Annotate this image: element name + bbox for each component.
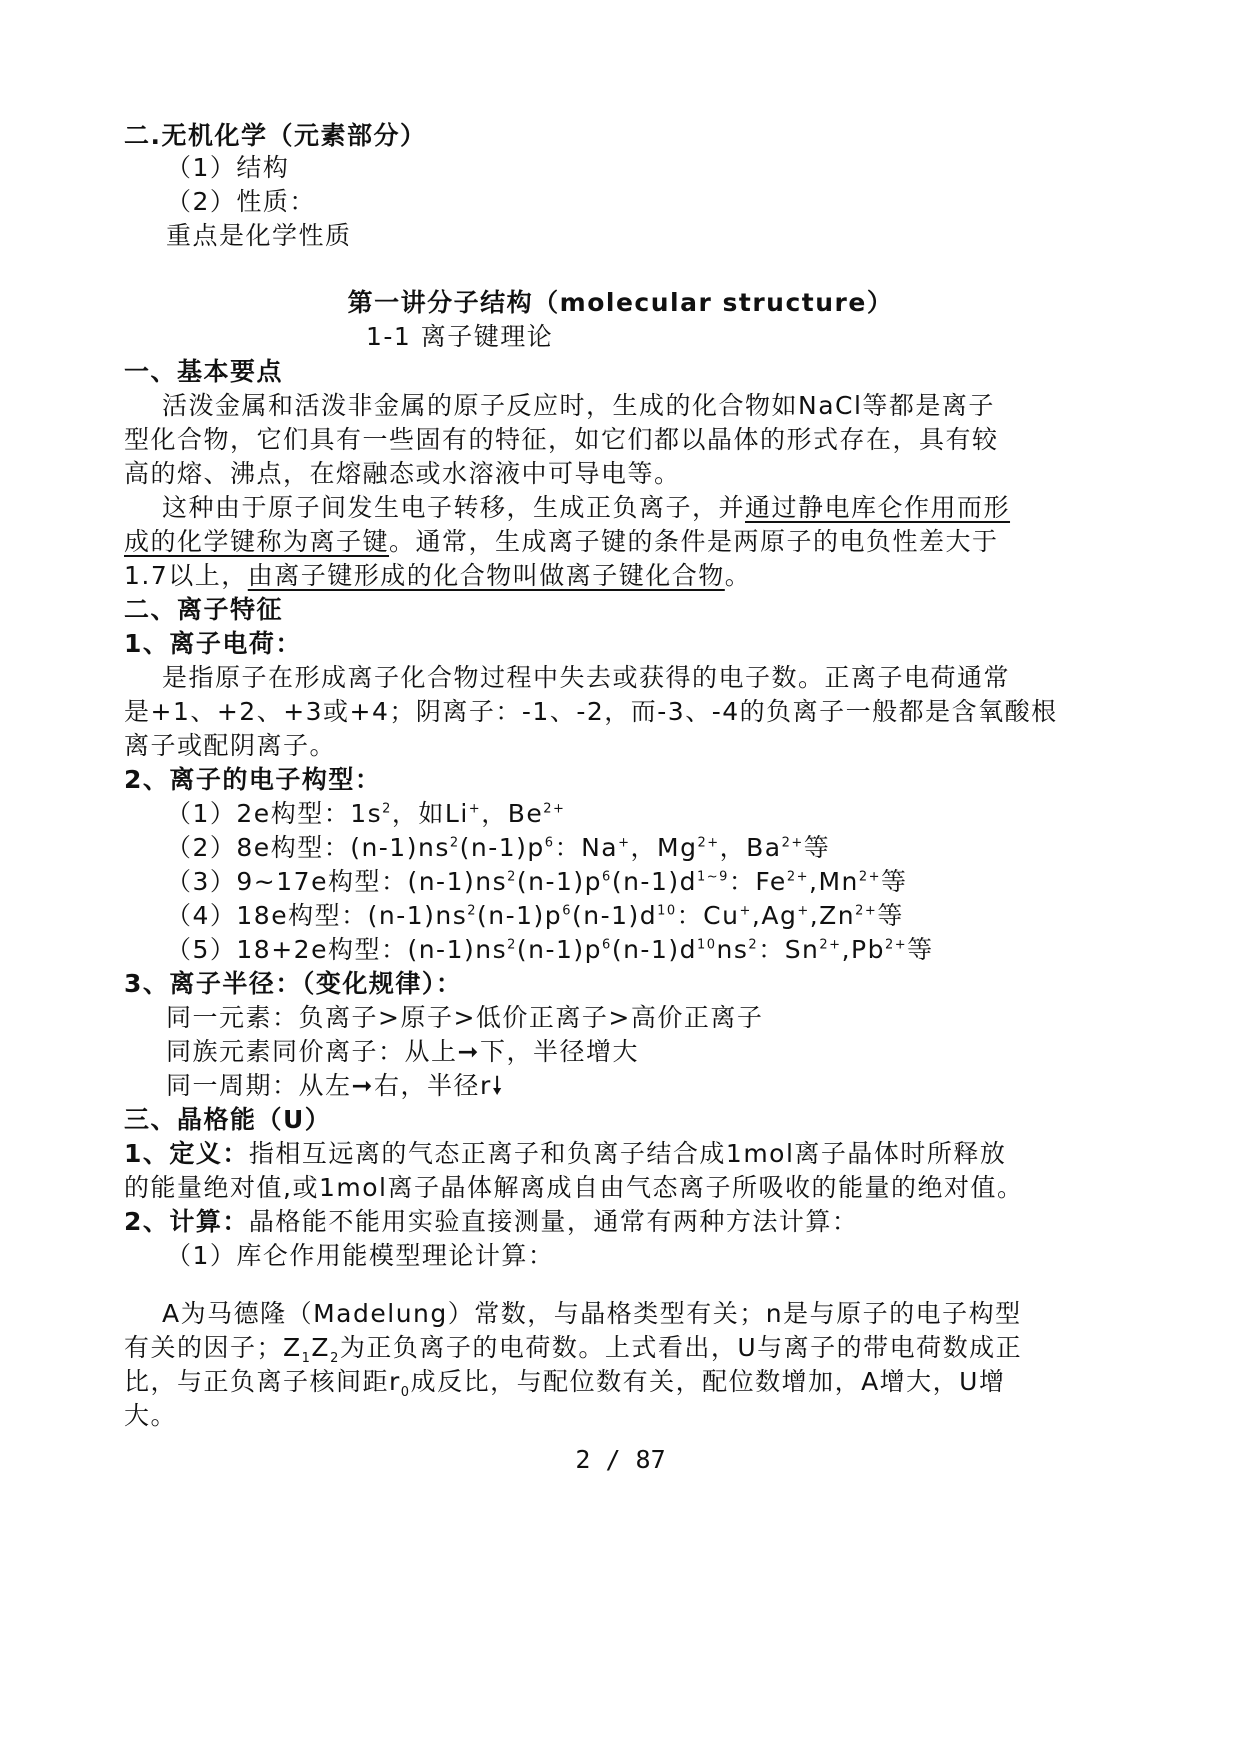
list-item: （2）性质：: [166, 187, 316, 216]
superscript: 2+: [786, 869, 809, 885]
text-run: ：Fe: [728, 867, 787, 896]
text-run: (n-1)d: [611, 867, 697, 896]
config-item: [166, 898, 904, 934]
paragraph-line: 活泼金属和活泼非金属的原子反应时，生成的化合物如NaCl等都是离子: [162, 391, 995, 420]
text-run: 等: [877, 901, 904, 930]
underlined-definition: 通过静电库仑作用而形: [745, 493, 1011, 522]
text-run: Z: [311, 1333, 331, 1362]
subheading: 3、离子半径：（变化规律）：: [124, 969, 463, 998]
text-run: ，如Li: [391, 799, 469, 828]
paragraph-line: 离子或配阴离子。: [124, 731, 337, 760]
text-run: (n-1)d: [571, 901, 658, 930]
text-run: （3）9~17e构型：(n-1)ns: [166, 867, 508, 896]
inline-label: 1、定义：: [124, 1139, 249, 1168]
underlined-definition: 由离子键形成的化合物叫做离子键化合物: [247, 561, 725, 590]
rule-line: 同一元素：负离子>原子>低价正离子>高价正离子: [166, 1003, 764, 1032]
list-item: （1）结构: [166, 153, 290, 182]
paragraph-line: 重点是化学性质: [166, 221, 352, 250]
superscript: 2: [449, 835, 460, 851]
section-heading: 二.无机化学（元素部分）: [124, 121, 427, 150]
text-run: ,Mn: [809, 867, 859, 896]
subheading: 2、离子的电子构型：: [124, 765, 382, 794]
paragraph-line: 大。: [124, 1401, 178, 1430]
text-run: （5）18+2e构型：(n-1)ns: [166, 935, 508, 964]
text-run: （4）18e构型：(n-1)ns: [166, 901, 468, 930]
text-run: 为正负离子的电荷数。上式看出，U与离子的带电荷数成正: [339, 1333, 1023, 1362]
text-run: 晶格能不能用实验直接测量，通常有两种方法计算：: [248, 1207, 859, 1236]
superscript: +: [468, 801, 482, 817]
superscript: +: [739, 903, 752, 919]
superscript: 10: [696, 937, 717, 953]
text-run: (n-1)p: [459, 833, 545, 862]
text-run: （1）2e构型：1s: [166, 799, 383, 828]
text-run: 。: [724, 561, 752, 590]
page-number: 2 / 87: [575, 1445, 666, 1474]
config-item: [166, 932, 934, 968]
lecture-title: 第一讲分子结构（molecular structure）: [347, 288, 894, 317]
superscript: 2: [382, 801, 392, 817]
text-run: (n-1)d: [611, 935, 697, 964]
superscript: 2: [507, 937, 517, 953]
config-item: [166, 796, 565, 832]
paragraph-line: [124, 1364, 1005, 1400]
paragraph-line: 是+1、+2、+3或+4；阴离子：-1、-2，而-3、-4的负离子一般都是含氧酸根: [124, 697, 1058, 726]
text-run: 比，与正负离子核间距r: [124, 1367, 401, 1396]
subscript: 2: [330, 1351, 340, 1366]
text-run: 等: [907, 935, 934, 964]
superscript: 6: [602, 869, 612, 885]
subheading: 1、离子电荷：: [124, 629, 302, 658]
superscript: 2+: [697, 835, 720, 851]
superscript: 2+: [819, 937, 842, 953]
rule-line: 同一周期：从左➞右，半径r🠗: [166, 1071, 504, 1100]
superscript: 2+: [858, 869, 882, 885]
superscript: 2: [748, 937, 759, 953]
text-run: 等: [803, 833, 831, 862]
subscript: 0: [400, 1385, 411, 1400]
text-run: 。通常，生成离子键的条件是两原子的电负性差大于: [389, 527, 999, 556]
config-item: [166, 864, 908, 900]
paragraph-line: 高的熔、沸点，在熔融态或水溶液中可导电等。: [124, 459, 681, 488]
superscript: 2+: [543, 801, 566, 817]
superscript: 2+: [855, 903, 878, 919]
underlined-definition: 成的化学键称为离子键: [124, 527, 390, 556]
inline-label: 2、计算：: [124, 1207, 249, 1236]
superscript: 10: [657, 903, 677, 919]
paragraph-line: [124, 1204, 858, 1240]
superscript: 6: [544, 835, 555, 851]
text-run: ：Cu: [676, 901, 740, 930]
paragraph-line: [124, 524, 999, 560]
subsection-title: 1-1 离子键理论: [366, 322, 554, 351]
superscript: 1~9: [696, 869, 729, 885]
text-run: ，Ba: [719, 833, 782, 862]
text-run: ,Pb: [841, 935, 885, 964]
text-run: ：Na: [554, 833, 619, 862]
text-run: （2）8e构型：(n-1)ns: [166, 833, 450, 862]
text-run: ：Sn: [758, 935, 820, 964]
paragraph-line: 型化合物，它们具有一些固有的特征，如它们都以晶体的形式存在，具有较: [124, 425, 999, 454]
paragraph-line: [124, 558, 751, 594]
subscript: 1: [301, 1351, 312, 1366]
text-run: 等: [881, 867, 908, 896]
rule-line: 同族元素同价离子：从上➞下，半径增大: [166, 1037, 639, 1066]
paragraph-line: 是指原子在形成离子化合物过程中失去或获得的电子数。正离子电荷通常: [162, 663, 1011, 692]
superscript: 6: [562, 903, 572, 919]
paragraph-line: [124, 1330, 1022, 1366]
superscript: 2+: [781, 835, 804, 851]
paragraph-line: A为马德隆（Madelung）常数，与晶格类型有关；n是与原子的电子构型: [162, 1299, 1022, 1328]
paragraph-line: 的能量绝对值,或1mol离子晶体解离成自由气态离子所吸收的能量的绝对值。: [124, 1173, 1024, 1202]
text-run: 指相互远离的气态正离子和负离子结合成1mol离子晶体时所释放: [248, 1139, 1007, 1168]
text-run: ,Zn: [809, 901, 856, 930]
text-run: ，Be: [481, 799, 544, 828]
text-run: ns: [716, 935, 749, 964]
text-run: ，Mg: [630, 833, 698, 862]
text-run: 1.7以上，: [124, 561, 248, 590]
superscript: +: [618, 835, 631, 851]
text-run: 这种由于原子间发生电子转移，生成正负离子，并: [162, 493, 746, 522]
list-item: （1）库仑作用能模型理论计算：: [166, 1241, 555, 1270]
text-run: ,Ag: [751, 901, 798, 930]
text-run: 有关的因子；Z: [124, 1333, 302, 1362]
superscript: 2: [507, 869, 517, 885]
superscript: 6: [602, 937, 612, 953]
paragraph-line: [124, 1136, 1006, 1172]
section-heading: 一、基本要点: [124, 357, 284, 386]
paragraph-line: [162, 490, 1010, 526]
text-run: (n-1)p: [477, 901, 563, 930]
text-run: (n-1)p: [516, 867, 603, 896]
text-run: (n-1)p: [516, 935, 603, 964]
superscript: 2: [467, 903, 478, 919]
superscript: 2+: [884, 937, 908, 953]
text-run: 成反比，与配位数有关，配位数增加，A增大，U增: [410, 1367, 1006, 1396]
config-item: [166, 830, 830, 866]
section-heading: 三、晶格能（U）: [124, 1105, 332, 1134]
section-heading: 二、离子特征: [124, 595, 284, 624]
superscript: +: [797, 903, 810, 919]
